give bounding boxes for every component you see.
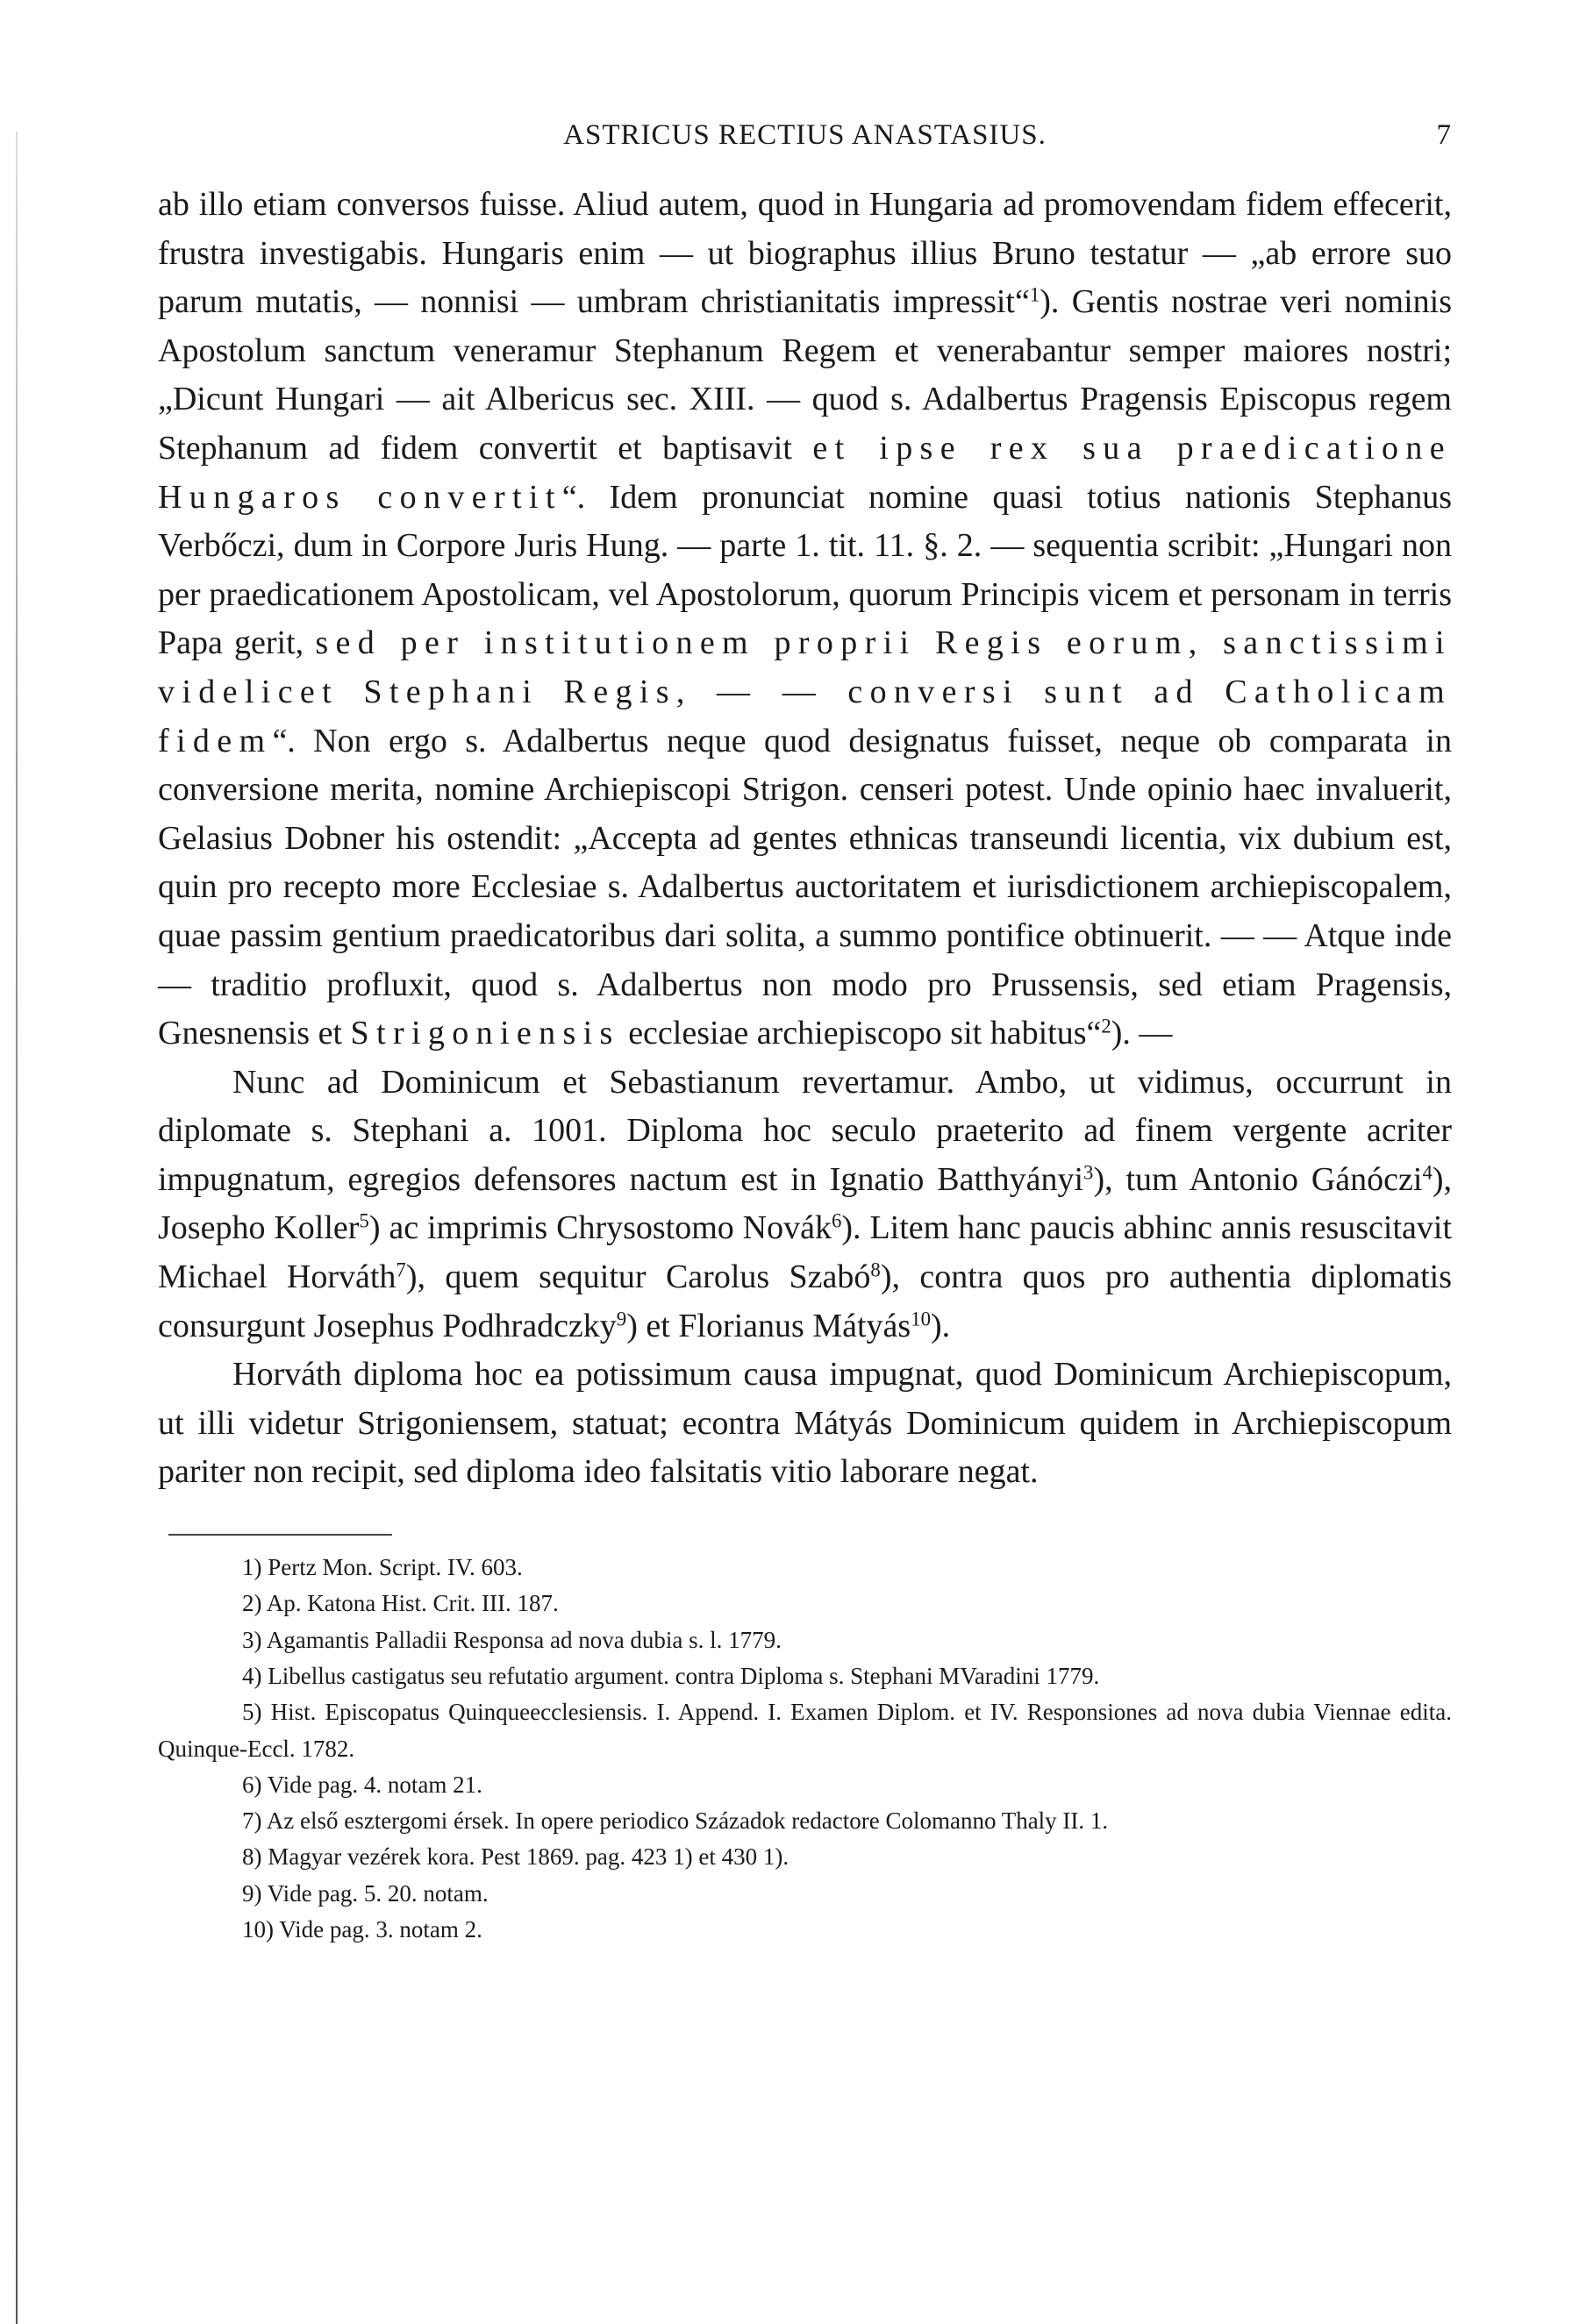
footnote-ref-8: 8 [870, 1258, 881, 1281]
spaced-quote: et ipse rex sua praedicatione Hungaros convertit [158, 429, 1452, 516]
page-number: 7 [1436, 119, 1452, 151]
spaced-word: Strigoniensis [350, 1015, 620, 1052]
text-run: ecclesiae archiepiscopo sit habitus“ [628, 1015, 1102, 1052]
text-run: ). — [1111, 1015, 1173, 1052]
footnote-rule [168, 1534, 392, 1536]
text-run: ab illo etiam conversos fuisse. Aliud autem, quod in Hungaria ad promovendam fidem effecerit, frustra investigabis. Hungaris enim — ut biographus illius Bruno testatur — „ab errore suo parum mutatis, — nonnisi — umbram christianitatis impressit“ [158, 186, 1452, 321]
footnote-6: 6) Vide pag. 4. notam 21. [242, 1771, 482, 1798]
footnote-2: 2) Ap. Katona Hist. Crit. III. 187. [242, 1590, 559, 1617]
footnote-1: 1) Pertz Mon. Script. IV. 603. [242, 1554, 523, 1581]
footnote-ref-9: 9 [616, 1308, 627, 1330]
text-run: “. Non ergo s. Adalbertus neque quod designatus fuisset, neque ob comparata in conversione merita, nomine Archiepiscopi Strigon. censeri potest. Unde opinio haec invaluerit, Gelasius Dobner his ostendit: „Accepta ad gentes ethnicas transeundi licentia, vix dubium est, quin pro recepto more Ecclesiae s. Adalbertus auctoritatem et iurisdictionem archiepiscopalem, quae passim gentium praedicatoribus dari solita, a summo pontifice obtinuerit. — — Atque inde — traditio profluxit, quod s. Adalbertus non modo pro Prussensis, sed etiam Pragensis, Gnesnensis et [158, 722, 1452, 1052]
footnote-8: 8) Magyar vezérek kora. Pest 1869. pag. 423 1) et 430 1). [242, 1843, 790, 1871]
footnotes [158, 1550, 1452, 1948]
footnote-ref-10: 10 [911, 1308, 932, 1330]
footnote-ref-3: 3 [1083, 1161, 1094, 1184]
paragraph-3: Horváth diploma hoc ea potissimum causa impugnat, quod Dominicum Archiepiscopum, ut illi videtur Strigoniensem, statuat; econtra Mátyás Dominicum quidem in Archiepiscopum pariter non recipit, sed diploma ideo falsitatis vitio laborare negat. [158, 1356, 1452, 1491]
footnote-ref-4: 4 [1422, 1161, 1433, 1184]
footnote-5: 5) Hist. Episcopatus Quinqueecclesiensis. I. Append. I. Examen Diplom. et IV. Responsiones ad nova dubia Viennae edita. Quinque-Eccl. 1782. [158, 1699, 1452, 1762]
text-run: ), quem sequitur Carolus Szabó [405, 1258, 871, 1296]
paragraph-2 [158, 1059, 1452, 1351]
spaced-quote: sed per institutionem proprii Regis eorum, sanctissimi videlicet Stephani Regis, — — conversi sunt ad Catholicam fidem [158, 624, 1452, 759]
footnote-ref-6: 6 [832, 1209, 842, 1232]
text-run: ). Gentis nostrae veri nominis Apostolum sanctum veneramur Stephanum Regem et venerabantur semper maiores nostri; „Dicunt Hungari — ait Albericus sec. XIII. — quod s. Adalbertus Pragensis Episcopus regem Stephanum ad fidem convertit et baptisavit [158, 283, 1452, 467]
text-run: “. Idem pronunciat nomine quasi totius nationis Stephanus Verbőczi, dum in Corpore Juris Hung. — parte 1. tit. 11. §. 2. — sequentia scribit: „Hungari non per praedicationem Apostolicam, vel Apostolorum, quorum Principis vicem et personam in terris Papa gerit, [158, 478, 1453, 662]
text-run: ), Josepho Koller [158, 1160, 1452, 1247]
paragraph-1 [158, 181, 1452, 1059]
footnote-ref-2: 2 [1101, 1015, 1111, 1037]
body-text [158, 181, 1452, 1497]
text-run: ), contra quos pro authentia diplomatis consurgunt Josephus Podhradczky [158, 1258, 1452, 1344]
running-title: ASTRICUS RECTIUS ANASTASIUS. [563, 119, 1047, 151]
document-page [158, 112, 1452, 1948]
footnote-ref-7: 7 [396, 1258, 406, 1281]
text-run: ) ac imprimis Chrysostomo Novák [368, 1209, 832, 1247]
text-run: ), tum Antonio Gánóczi [1093, 1160, 1423, 1198]
page-edge-line [16, 132, 18, 2324]
text-run: Nunc ad Dominicum et Sebastianum revertamur. Ambo, ut vidimus, occurrunt in diplomate s. Stephani a. 1001. Diploma hoc seculo praeterito ad finem vergente acriter impugnatum, egregios defensores nactum est in Ignatio Batthyányi [158, 1063, 1452, 1198]
running-header [158, 112, 1452, 165]
footnote-7: 7) Az első esztergomi érsek. In opere periodico Századok redactore Colomanno Thaly II. 1. [242, 1807, 1109, 1835]
footnote-ref-1: 1 [1029, 283, 1040, 306]
footnote-3: 3) Agamantis Palladii Responsa ad nova dubia s. l. 1779. [242, 1626, 782, 1653]
footnote-9: 9) Vide pag. 5. 20. notam. [242, 1879, 489, 1907]
footnote-ref-5: 5 [359, 1209, 369, 1232]
text-run: ). Litem hanc paucis abhinc annis resuscitavit Michael Horváth [158, 1209, 1453, 1296]
footnote-4: 4) Libellus castigatus seu refutatio argument. contra Diploma s. Stephani MVaradini 1779. [242, 1662, 1100, 1689]
footnote-10: 10) Vide pag. 3. notam 2. [242, 1916, 482, 1943]
text-run: ). [931, 1307, 951, 1344]
text-run: ) et Florianus Mátyás [626, 1307, 911, 1344]
